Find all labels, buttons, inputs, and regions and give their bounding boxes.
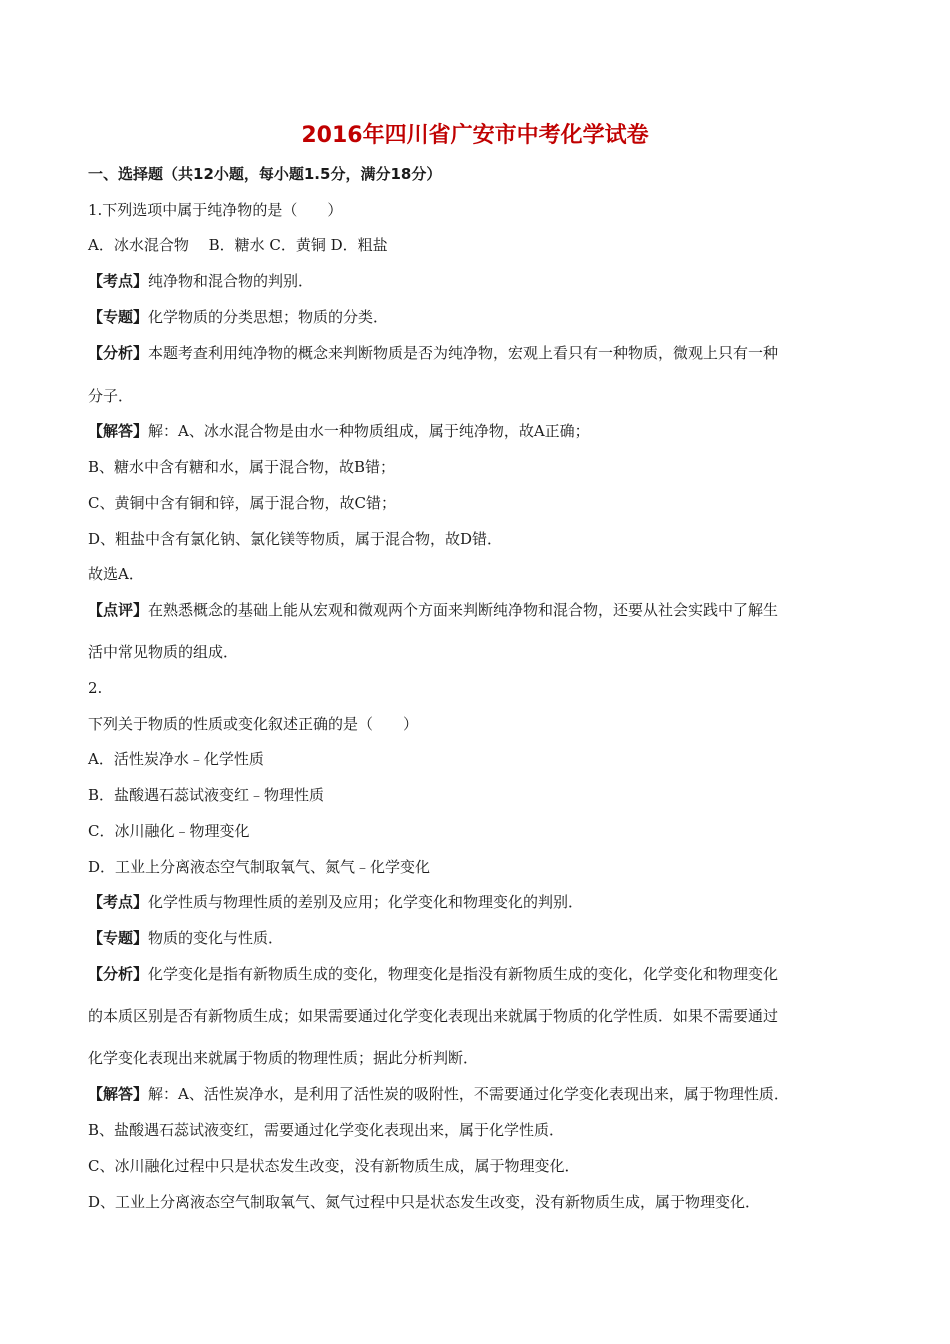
q1-fenxi-cont: 分子．	[88, 387, 134, 405]
q2-fenxi-cont-1: 的本质区别是否有新物质生成；如果需要通过化学变化表现出来就属于物质的化学性质．如果不需要通过	[88, 1007, 779, 1025]
q1-jieda-b: B、糖水中含有糖和水，属于混合物，故B错；	[88, 458, 396, 476]
zhuanti-tag: 【专题】	[88, 308, 149, 326]
document-title: 2016年四川省广安市中考化学试卷	[301, 123, 649, 148]
q1-dianping-cont: 活中常见物质的组成．	[88, 643, 239, 661]
q2-fenxi-cont-2: 化学变化表现出来就属于物质的物理性质；据此分析判断．	[88, 1049, 479, 1067]
fenxi-tag: 【分析】	[88, 965, 149, 983]
jieda-tag: 【解答】	[88, 1085, 149, 1103]
q2-option-d: D．工业上分离液态空气制取氧气、氮气﹣化学变化	[88, 858, 431, 876]
q1-answer: 故选A．	[88, 565, 144, 583]
q2-kaodian	[88, 891, 878, 913]
q1-stem: 1.下列选项中属于纯净物的是（ ）	[88, 201, 343, 219]
jieda-text: 解：A、冰水混合物是由水一种物质组成，属于纯净物，故A正确；	[148, 422, 590, 440]
kaodian-tag: 【考点】	[88, 272, 149, 290]
section-heading: 一、选择题（共12小题，每小题1.5分，满分18分）	[88, 165, 442, 183]
q1-fenxi	[88, 342, 878, 364]
fenxi-text: 本题考查利用纯净物的概念来判断物质是否为纯净物，宏观上看只有一种物质，微观上只有一种	[148, 344, 779, 362]
dianping-tag: 【点评】	[88, 601, 149, 619]
jieda-tag: 【解答】	[88, 422, 149, 440]
fenxi-text: 化学变化是指有新物质生成的变化，物理变化是指没有新物质生成的变化，化学变化和物理变化	[148, 965, 779, 983]
q2-option-b: B．盐酸遇石蕊试液变红﹣物理性质	[88, 786, 325, 804]
q2-zhuanti	[88, 927, 878, 949]
q1-dianping	[88, 599, 878, 621]
fenxi-tag: 【分析】	[88, 344, 149, 362]
q2-option-a: A．活性炭净水﹣化学性质	[88, 750, 264, 768]
zhuanti-tag: 【专题】	[88, 929, 149, 947]
q1-jieda	[88, 420, 878, 442]
q1-zhuanti	[88, 306, 878, 328]
q2-jieda	[88, 1083, 878, 1105]
zhuanti-text: 化学物质的分类思想；物质的分类．	[148, 308, 389, 326]
q2-jieda-d: D、工业上分离液态空气制取氧气、氮气过程中只是状态发生改变，没有新物质生成，属于物理变化．	[88, 1193, 761, 1211]
kaodian-text: 纯净物和混合物的判别．	[148, 272, 314, 290]
q2-jieda-b: B、盐酸遇石蕊试液变红，需要通过化学变化表现出来，属于化学性质．	[88, 1121, 565, 1139]
q2-number: 2.	[88, 679, 103, 697]
kaodian-tag: 【考点】	[88, 893, 149, 911]
jieda-text: 解：A、活性炭净水，是利用了活性炭的吸附性，不需要通过化学变化表现出来，属于物理性质．	[148, 1085, 789, 1103]
q2-stem: 下列关于物质的性质或变化叙述正确的是（ ）	[88, 715, 419, 733]
q2-jieda-c: C、冰川融化过程中只是状态发生改变，没有新物质生成，属于物理变化．	[88, 1157, 580, 1175]
q2-option-c: C．冰川融化﹣物理变化	[88, 822, 250, 840]
q1-kaodian	[88, 270, 878, 292]
q2-fenxi	[88, 963, 878, 985]
q1-jieda-d: D、粗盐中含有氯化钠、氯化镁等物质，属于混合物，故D错．	[88, 530, 503, 548]
dianping-text: 在熟悉概念的基础上能从宏观和微观两个方面来判断纯净物和混合物，还要从社会实践中了解生	[148, 601, 779, 619]
zhuanti-text: 物质的变化与性质．	[148, 929, 284, 947]
q1-jieda-c: C、黄铜中含有铜和锌，属于混合物，故C错；	[88, 494, 396, 512]
kaodian-text: 化学性质与物理性质的差别及应用；化学变化和物理变化的判别．	[148, 893, 584, 911]
q1-options: A．冰水混合物 B．糖水 C．黄铜 D．粗盐	[88, 236, 388, 254]
